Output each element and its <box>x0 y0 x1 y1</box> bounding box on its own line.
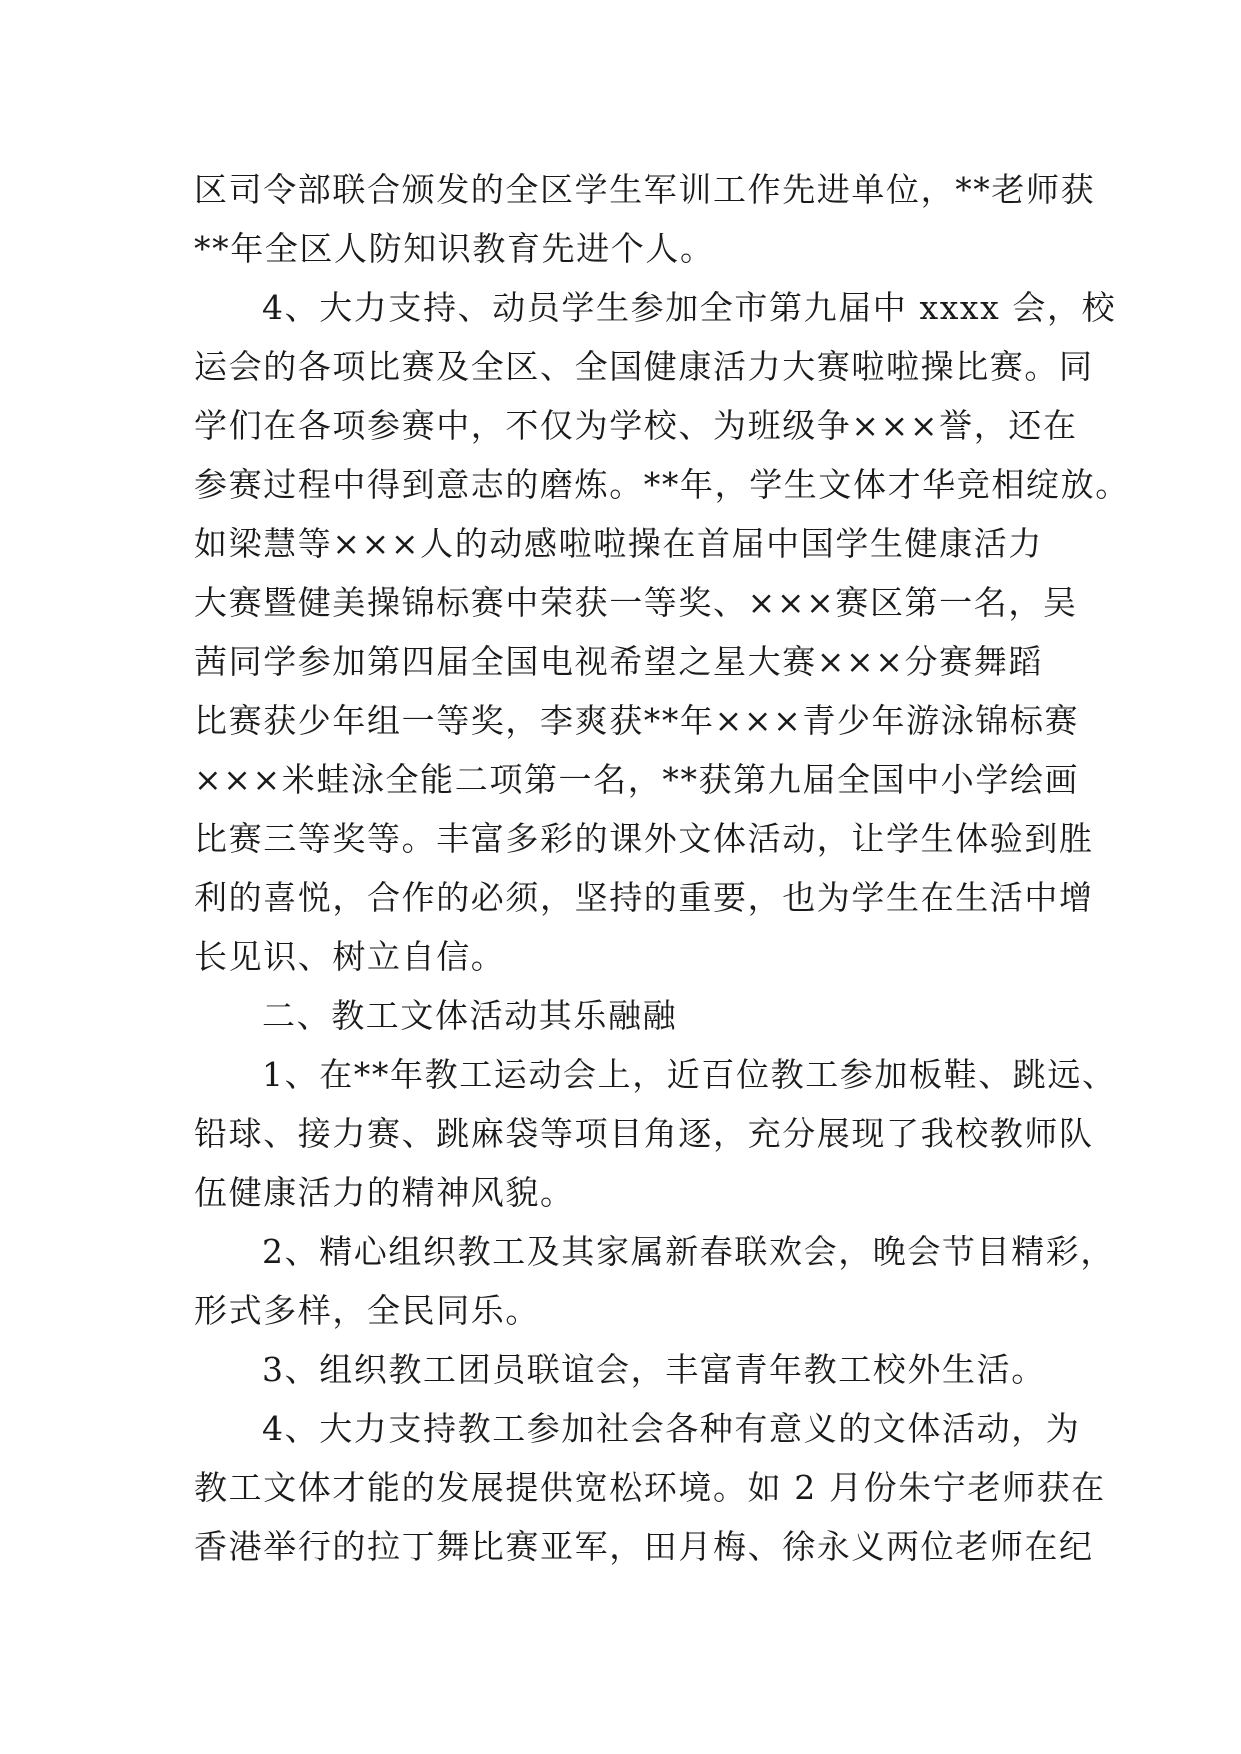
text-line: 区司令部联合颁发的全区学生军训工作先进单位，**老师获 <box>194 170 1096 209</box>
text-line: 比赛三等奖等。丰富多彩的课外文体活动，让学生体验到胜 <box>194 819 1094 858</box>
paragraph-start-line: 4、大力支持、动员学生参加全市第九届中 xxxx 会，校 <box>262 288 1117 327</box>
text-line: 香港举行的拉丁舞比赛亚军，田月梅、徐永义两位老师在纪 <box>194 1527 1094 1566</box>
paragraph-start-line: 4、大力支持教工参加社会各种有意义的文体活动，为 <box>262 1409 1081 1448</box>
text-line: 大赛暨健美操锦标赛中荣获一等奖、×××赛区第一名，吴 <box>194 583 1078 622</box>
text-line: 利的喜悦，合作的必须，坚持的重要，也为学生在生活中增 <box>194 878 1094 917</box>
text-line: 运会的各项比赛及全区、全国健康活力大赛啦啦操比赛。同 <box>194 347 1094 386</box>
text-line: 教工文体才能的发展提供宽松环境。如 2 月份朱宁老师获在 <box>194 1468 1106 1507</box>
paragraph-start-line: 1、在**年教工运动会上，近百位教工参加板鞋、跳远、 <box>262 1055 1117 1094</box>
text-line: ×××米蛙泳全能二项第一名，**获第九届全国中小学绘画 <box>194 760 1080 799</box>
text-line: 铅球、接力赛、跳麻袋等项目角逐，充分展现了我校教师队 <box>194 1114 1094 1153</box>
text-line: 如梁慧等×××人的动感啦啦操在首届中国学生健康活力 <box>194 524 1043 563</box>
text-line: 长见识、树立自信。 <box>194 937 506 976</box>
text-line: 学们在各项参赛中，不仅为学校、为班级争×××誉，还在 <box>194 406 1078 445</box>
text-line: 比赛获少年组一等奖，李爽获**年×××青少年游泳锦标赛 <box>194 701 1080 740</box>
text-line: 茜同学参加第四届全国电视希望之星大赛×××分赛舞蹈 <box>194 642 1043 681</box>
paragraph-start-line: 2、精心组织教工及其家属新春联欢会，晚会节目精彩， <box>262 1232 1115 1271</box>
document-body <box>194 160 1130 1576</box>
text-line: 参赛过程中得到意志的磨炼。**年，学生文体才华竞相绽放。 <box>194 465 1130 504</box>
paragraph-start-line: 3、组织教工团员联谊会，丰富青年教工校外生活。 <box>262 1350 1046 1389</box>
text-line: 伍健康活力的精神风貌。 <box>194 1173 575 1212</box>
text-line: **年全区人防知识教育先进个人。 <box>194 229 715 268</box>
text-line: 形式多样，全民同乐。 <box>194 1291 540 1330</box>
section-heading: 二、教工文体活动其乐融融 <box>262 996 678 1035</box>
